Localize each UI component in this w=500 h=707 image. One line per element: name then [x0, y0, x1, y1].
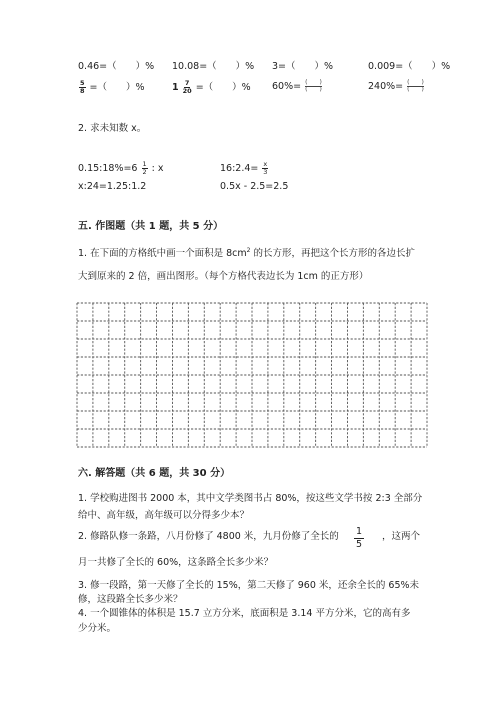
- section-6-question-2-line-1-end: ，这两个: [382, 531, 421, 542]
- conversion-item-6: 1 $\frac{7}{20}$ =（ ）%: [172, 79, 251, 95]
- conversion-item-4: 0.009=（ ）%: [368, 61, 451, 72]
- conversion-item-1: 0.46=（ ）%: [78, 61, 155, 72]
- conversion-item-3: 3=（ ）%: [272, 61, 334, 72]
- equation-3: x:24=1.25:1.2: [78, 181, 147, 192]
- section-5-question-1-line-1: 1. 在下面的方格纸中画一个面积是 $8cm^2$ 的长方形，再把这个长方形的各边长扩: [78, 247, 415, 260]
- section-6-heading: 六. 解答题（共 6 题，共 30 分）: [78, 468, 231, 479]
- equation-1: 0.15:18%=6 $\frac{1}{2}$ : x: [78, 160, 164, 176]
- blank-fraction: ( ) ( ): [305, 79, 322, 93]
- square-grid-paper[interactable]: [76, 302, 428, 448]
- section-6-question-2-line-2: 月一共修了全长的 60%，这条路全长多少米？: [78, 557, 274, 568]
- fraction-7-20: $\frac{7}{20}$: [182, 79, 192, 95]
- fraction-1-2: $\frac{1}{2}$: [142, 160, 147, 176]
- question-2-title: 2. 求未知数 x。: [78, 123, 147, 134]
- blank-fraction: ( ) ( ): [407, 79, 424, 93]
- section-6-question-4-line-2: 少分米。: [78, 623, 117, 634]
- equation-4: 0.5x - 2.5=2.5: [220, 181, 289, 192]
- conversion-item-8: 240%= ( ) ( ): [368, 79, 424, 93]
- section-5-question-1-line-2: 大到原来的 2 倍，画出图形。（每个方格代表边长为 1cm 的正方形）: [78, 271, 369, 282]
- section-6-question-1-line-1: 1. 学校购进图书 2000 本，其中文学类图书占 80%，按这些文学书按 2:3 全部分: [78, 493, 423, 504]
- section-6-question-3-line-2: 修，这段路全长多少米？: [78, 594, 183, 605]
- conversion-item-5: $\frac{5}{8}$ =（ ）%: [80, 79, 145, 95]
- fraction-x-3: $\frac{x}{3}$: [263, 160, 268, 176]
- fraction-5-8: $\frac{5}{8}$: [80, 79, 85, 95]
- section-6-question-1-line-2: 给中、高年级，高年级可以分得多少本？: [78, 510, 250, 521]
- section-6-question-3-line-1: 3. 修一段路，第一天修了全长的 15%，第二天修了 960 米，还余全长的 65%未: [78, 580, 420, 591]
- equation-2: 16:2.4= $\frac{x}{3}$: [220, 160, 268, 176]
- conversion-item-2: 10.08=（ ）%: [172, 61, 255, 72]
- fraction-1-5: 1 5: [356, 526, 363, 550]
- section-6-question-2-line-1: 2. 修路队修一条路，八月份修了 4800 米，九月份修了全长的: [78, 531, 339, 542]
- section-5-heading: 五. 作图题（共 1 题，共 5 分）: [78, 221, 224, 232]
- section-6-question-4-line-1: 4. 一个圆锥体的体积是 15.7 立方分米，底面积是 3.14 平方分米，它的高有多: [78, 608, 411, 619]
- conversion-item-7: 60%= ( ) ( ): [272, 79, 322, 93]
